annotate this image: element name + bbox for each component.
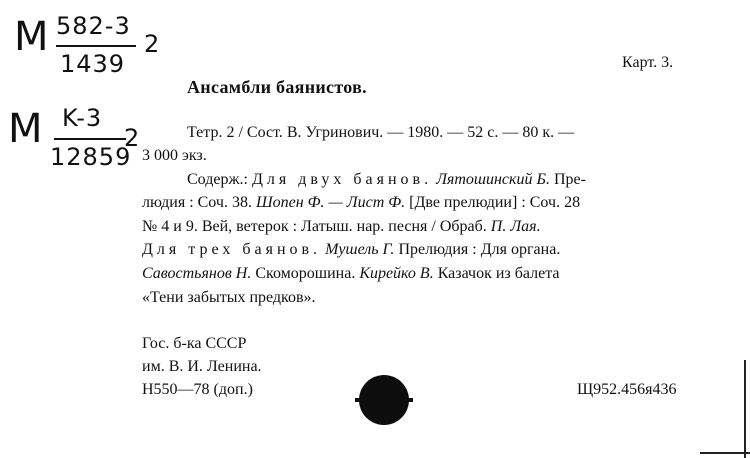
call-number-2-top: K-3 bbox=[62, 104, 103, 132]
contents-line-1: Содерж.: Для двух баянов. Лятошинский Б. Пре- bbox=[187, 171, 586, 188]
card-title: Ансамбли баянистов. bbox=[187, 77, 367, 97]
contents-line-6: «Тени забытых предков». bbox=[142, 289, 316, 306]
scan-edge-bottom bbox=[700, 452, 750, 454]
library-line-1: Гос. б-ка СССР bbox=[142, 335, 247, 352]
author-mushel: Мушель Г. bbox=[321, 241, 395, 258]
contents-label: Содерж.: bbox=[187, 171, 252, 188]
punched-hole-band bbox=[355, 398, 413, 402]
author-kireiko: Кирейко В. bbox=[359, 265, 434, 282]
author-savostyanov: Савостьянов Н. bbox=[142, 265, 252, 282]
section-three-bayans: Для трех баянов. bbox=[142, 241, 322, 258]
call-number-1-mark: 2 bbox=[144, 30, 161, 58]
contents-line-4: Для трех баянов. Мушель Г. Прелюдия : Для органа. bbox=[142, 241, 561, 258]
imprint-line-2: 3 000 экз. bbox=[142, 147, 207, 164]
library-line-2: им. В. И. Ленина. bbox=[142, 358, 262, 375]
call-number-1-top: 582-3 bbox=[56, 12, 131, 40]
call-number-2-bottom: 12859 bbox=[50, 143, 132, 171]
arranger-lai: П. Лая. bbox=[490, 218, 541, 235]
author-chopin-liszt: Шопен Ф. — Лист Ф. bbox=[255, 194, 406, 211]
section-two-bayans: Для двух баянов. bbox=[251, 171, 433, 188]
call-letter-2: M bbox=[8, 106, 43, 152]
call-number-1-bottom: 1439 bbox=[60, 50, 126, 78]
imprint-line-1: Тетр. 2 / Сост. В. Угринович. — 1980. — 52 с. — 80 к. — bbox=[187, 124, 575, 141]
call-number-2-mark: 2 bbox=[124, 124, 141, 152]
contents-line-2: людия : Соч. 38. Шопен Ф. — Лист Ф. [Две прелюдии] : Соч. 28 bbox=[142, 194, 581, 211]
card-number: Карт. 3. bbox=[622, 54, 674, 71]
scan-edge-right bbox=[744, 360, 746, 458]
contents-line-3: № 4 и 9. Вей, ветерок : Латыш. нар. песня / Обраб. П. Лая. bbox=[142, 218, 541, 235]
contents-line-5: Савостьянов Н. Скоморошина. Кирейко В. Казачок из балета bbox=[142, 265, 560, 282]
library-line-3: Н550—78 (доп.) bbox=[142, 381, 253, 398]
call-number-1-rule bbox=[56, 45, 136, 47]
call-letter-1: M bbox=[14, 14, 49, 60]
classification-index: Щ952.456я436 bbox=[577, 381, 677, 398]
author-lyatoshinsky: Лятошинский Б. bbox=[432, 171, 550, 188]
call-number-2-rule bbox=[54, 138, 126, 140]
